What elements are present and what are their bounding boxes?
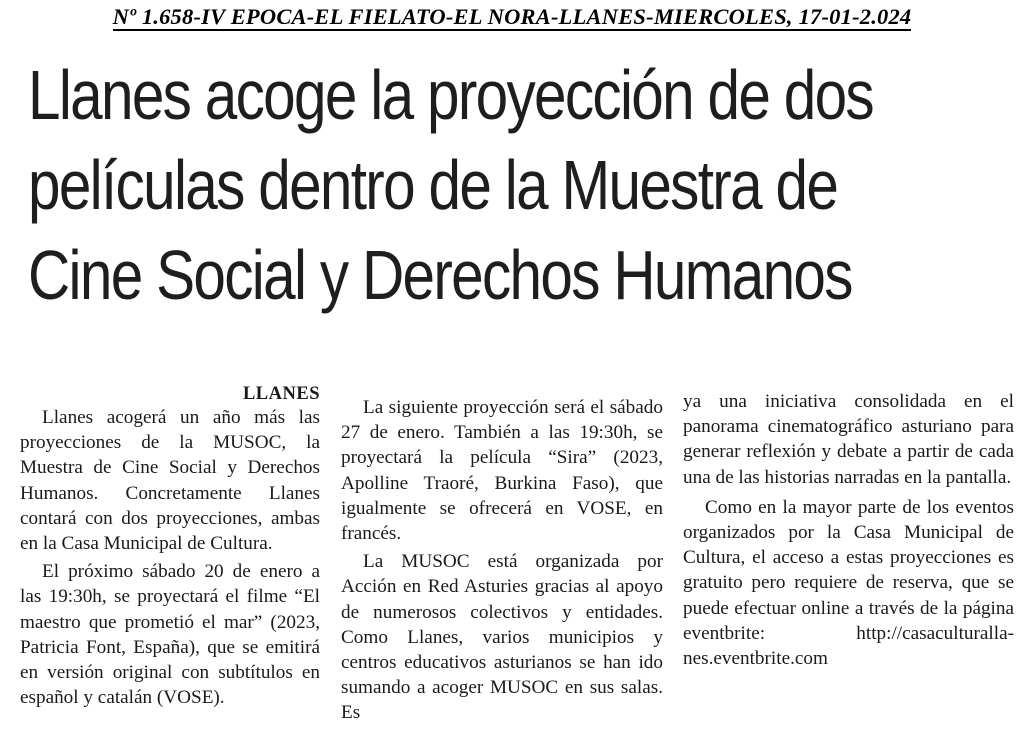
section-label: LLANES bbox=[242, 384, 320, 404]
article-column-3 bbox=[683, 389, 1014, 671]
masthead bbox=[0, 3, 1024, 31]
article-paragraph: Como en la mayor parte de los eventos organizados por la Casa Municipal de Cultura, el acceso a estas proyecciones es gratuito pero requiere de reserva, que se puede efectuar online a través de la página eventbrite: http://casaculturallanes.eventbrite.com bbox=[683, 496, 1014, 670]
masthead-text: Nº 1.658-IV EPOCA-EL FIELATO-EL NORA-LLANES-MIERCOLES, 17-01-2.024 bbox=[112, 4, 912, 29]
article-column-1 bbox=[20, 383, 320, 710]
article-paragraph: La siguiente proyección será el sábado 27 de enero. También a las 19:30h, se proyectará la película “Sira” (2023, Apolline Traoré, Burkina Faso), que igualmente se ofrecerá en VOSE, en francés. bbox=[341, 397, 663, 545]
article-paragraph: Llanes acogerá un año más las proyecciones de la MUSOC, la Muestra de Cine Social y Derechos Humanos. Concretamente Llanes contará con dos proyecciones, ambas en la Casa Municipal de Cultura. bbox=[20, 407, 320, 555]
article-paragraph: La MUSOC está organizada por Acción en Red Asturies gracias al apoyo de numerosos colectivos y entidades. Como Llanes, varios municipios y centros educativos asturianos se han ido sumando a acoger MUSOC en sus salas. Es bbox=[341, 551, 663, 724]
headline bbox=[28, 50, 873, 320]
article-paragraph: El próximo sábado 20 de enero a las 19:30h, se proyectará el filme “El maestro que prometió el mar” (2023, Patricia Font, España), que se emitirá en versión original con subtítulos en español y catalán (VOSE). bbox=[20, 561, 320, 709]
article-paragraph: ya una iniciativa consolidada en el panorama cinematográfico asturiano para generar reflexión y debate a partir de cada una de las historias narradas en la pantalla. bbox=[683, 391, 1014, 488]
article-column-2 bbox=[341, 395, 663, 726]
headline-line-3: Cine Social y Derechos Humanos bbox=[28, 236, 852, 314]
headline-line-1: Llanes acoge la proyección de dos bbox=[28, 56, 873, 134]
headline-line-2: películas dentro de la Muestra de bbox=[28, 146, 838, 224]
